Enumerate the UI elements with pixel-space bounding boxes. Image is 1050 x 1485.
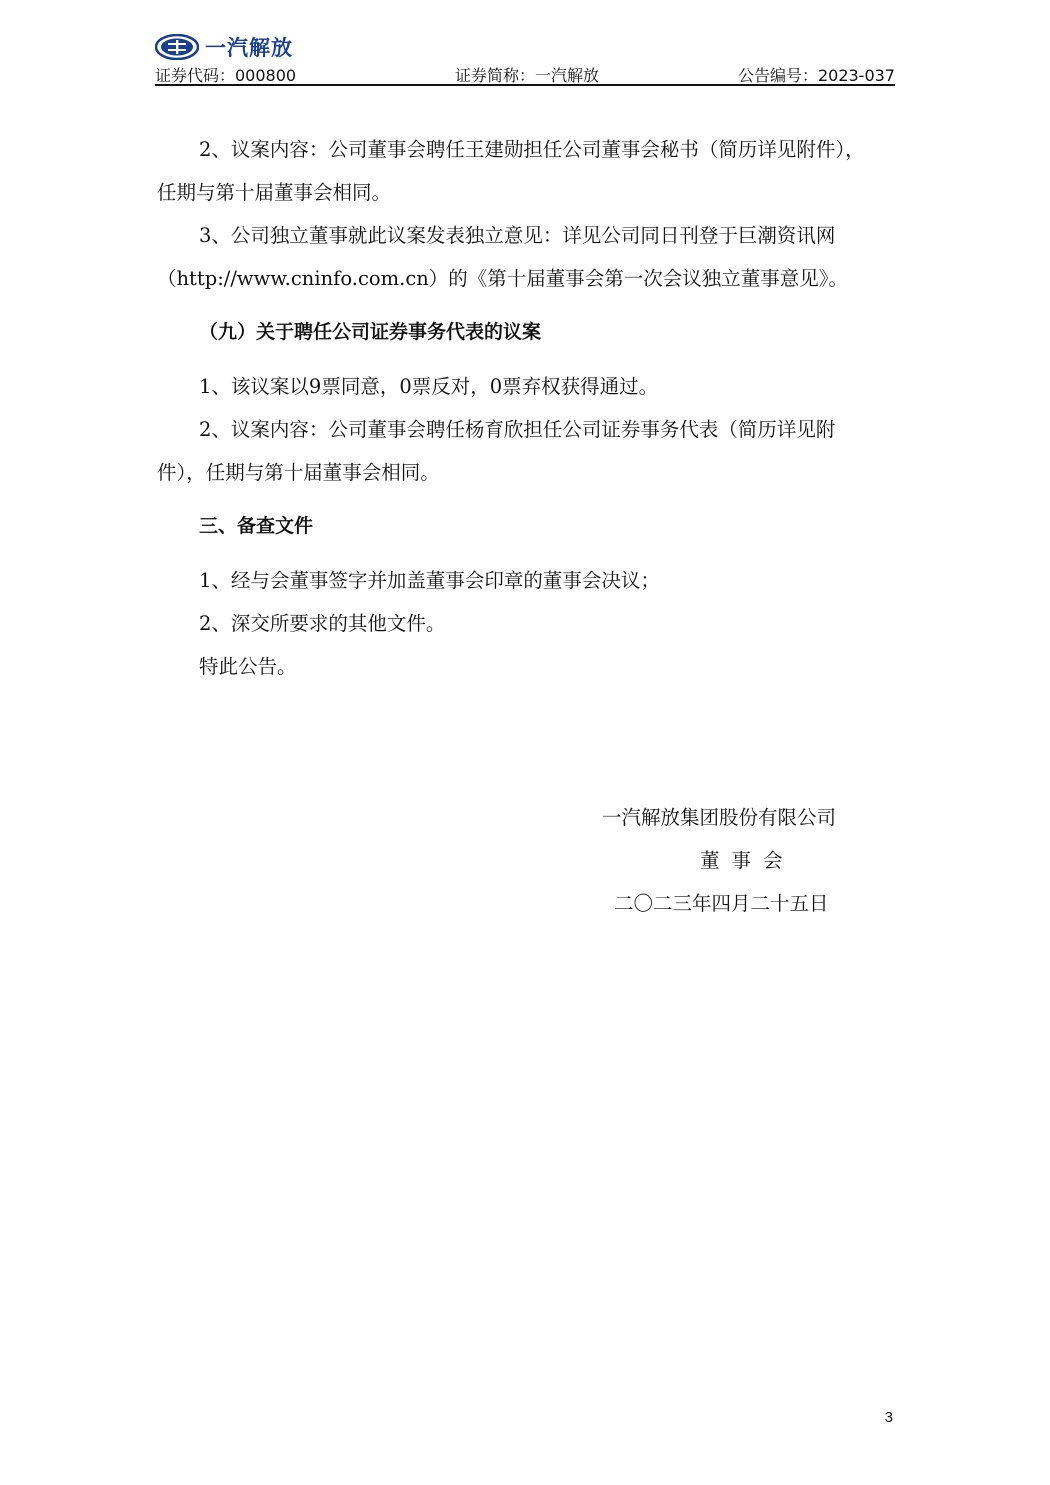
section-heading-9: （九）关于聘任公司证券事务代表的议案: [199, 321, 542, 343]
signature-board: 董事会: [700, 849, 795, 872]
faw-emblem-icon: [155, 34, 199, 60]
signature-company: 一汽解放集团股份有限公司: [602, 806, 837, 829]
paragraph-appointment-secretary: 2、议案内容：公司董事会聘任王建勋担任公司董事会秘书（简历详见附件），: [199, 138, 865, 161]
paragraph-appointment-secretary-cont: 任期与第十届董事会相同。: [157, 181, 392, 204]
header-info-row: [155, 63, 895, 85]
paragraph-independent-opinion-cont: （http://www.cninfo.com.cn）的《第十届董事会第一次会议独立董事意见》。: [157, 267, 849, 290]
stock-code: 证券代码：000800: [155, 66, 297, 85]
section-heading-3: 三、备查文件: [199, 515, 314, 537]
page-number: 3: [884, 1409, 893, 1426]
signature-block: [600, 796, 870, 925]
paragraph-reference-doc-2: 2、深交所要求的其他文件。: [199, 612, 446, 635]
page-header: [155, 30, 895, 88]
logo-text: 一汽解放: [205, 36, 293, 60]
header-divider: [155, 84, 895, 86]
paragraph-reference-doc-1: 1、经与会董事签字并加盖董事会印章的董事会决议；: [199, 569, 660, 592]
announcement-number: 公告编号：2023-037: [737, 66, 895, 85]
paragraph-appointment-representative-cont: 件），任期与第十届董事会相同。: [157, 461, 440, 484]
document-body: [157, 128, 897, 688]
company-logo: [155, 32, 293, 62]
paragraph-closing: 特此公告。: [199, 655, 297, 678]
paragraph-appointment-representative: 2、议案内容：公司董事会聘任杨育欣担任公司证券事务代表（简历详见附: [199, 418, 836, 441]
paragraph-independent-opinion: 3、公司独立董事就此议案发表独立意见：详见公司同日刊登于巨潮资讯网: [199, 224, 836, 247]
stock-name: 证券简称：一汽解放: [455, 66, 600, 85]
signature-date: 二〇二三年四月二十五日: [614, 892, 829, 915]
paragraph-vote-result: 1、该议案以9票同意，0票反对，0票弃权获得通过。: [199, 375, 659, 398]
